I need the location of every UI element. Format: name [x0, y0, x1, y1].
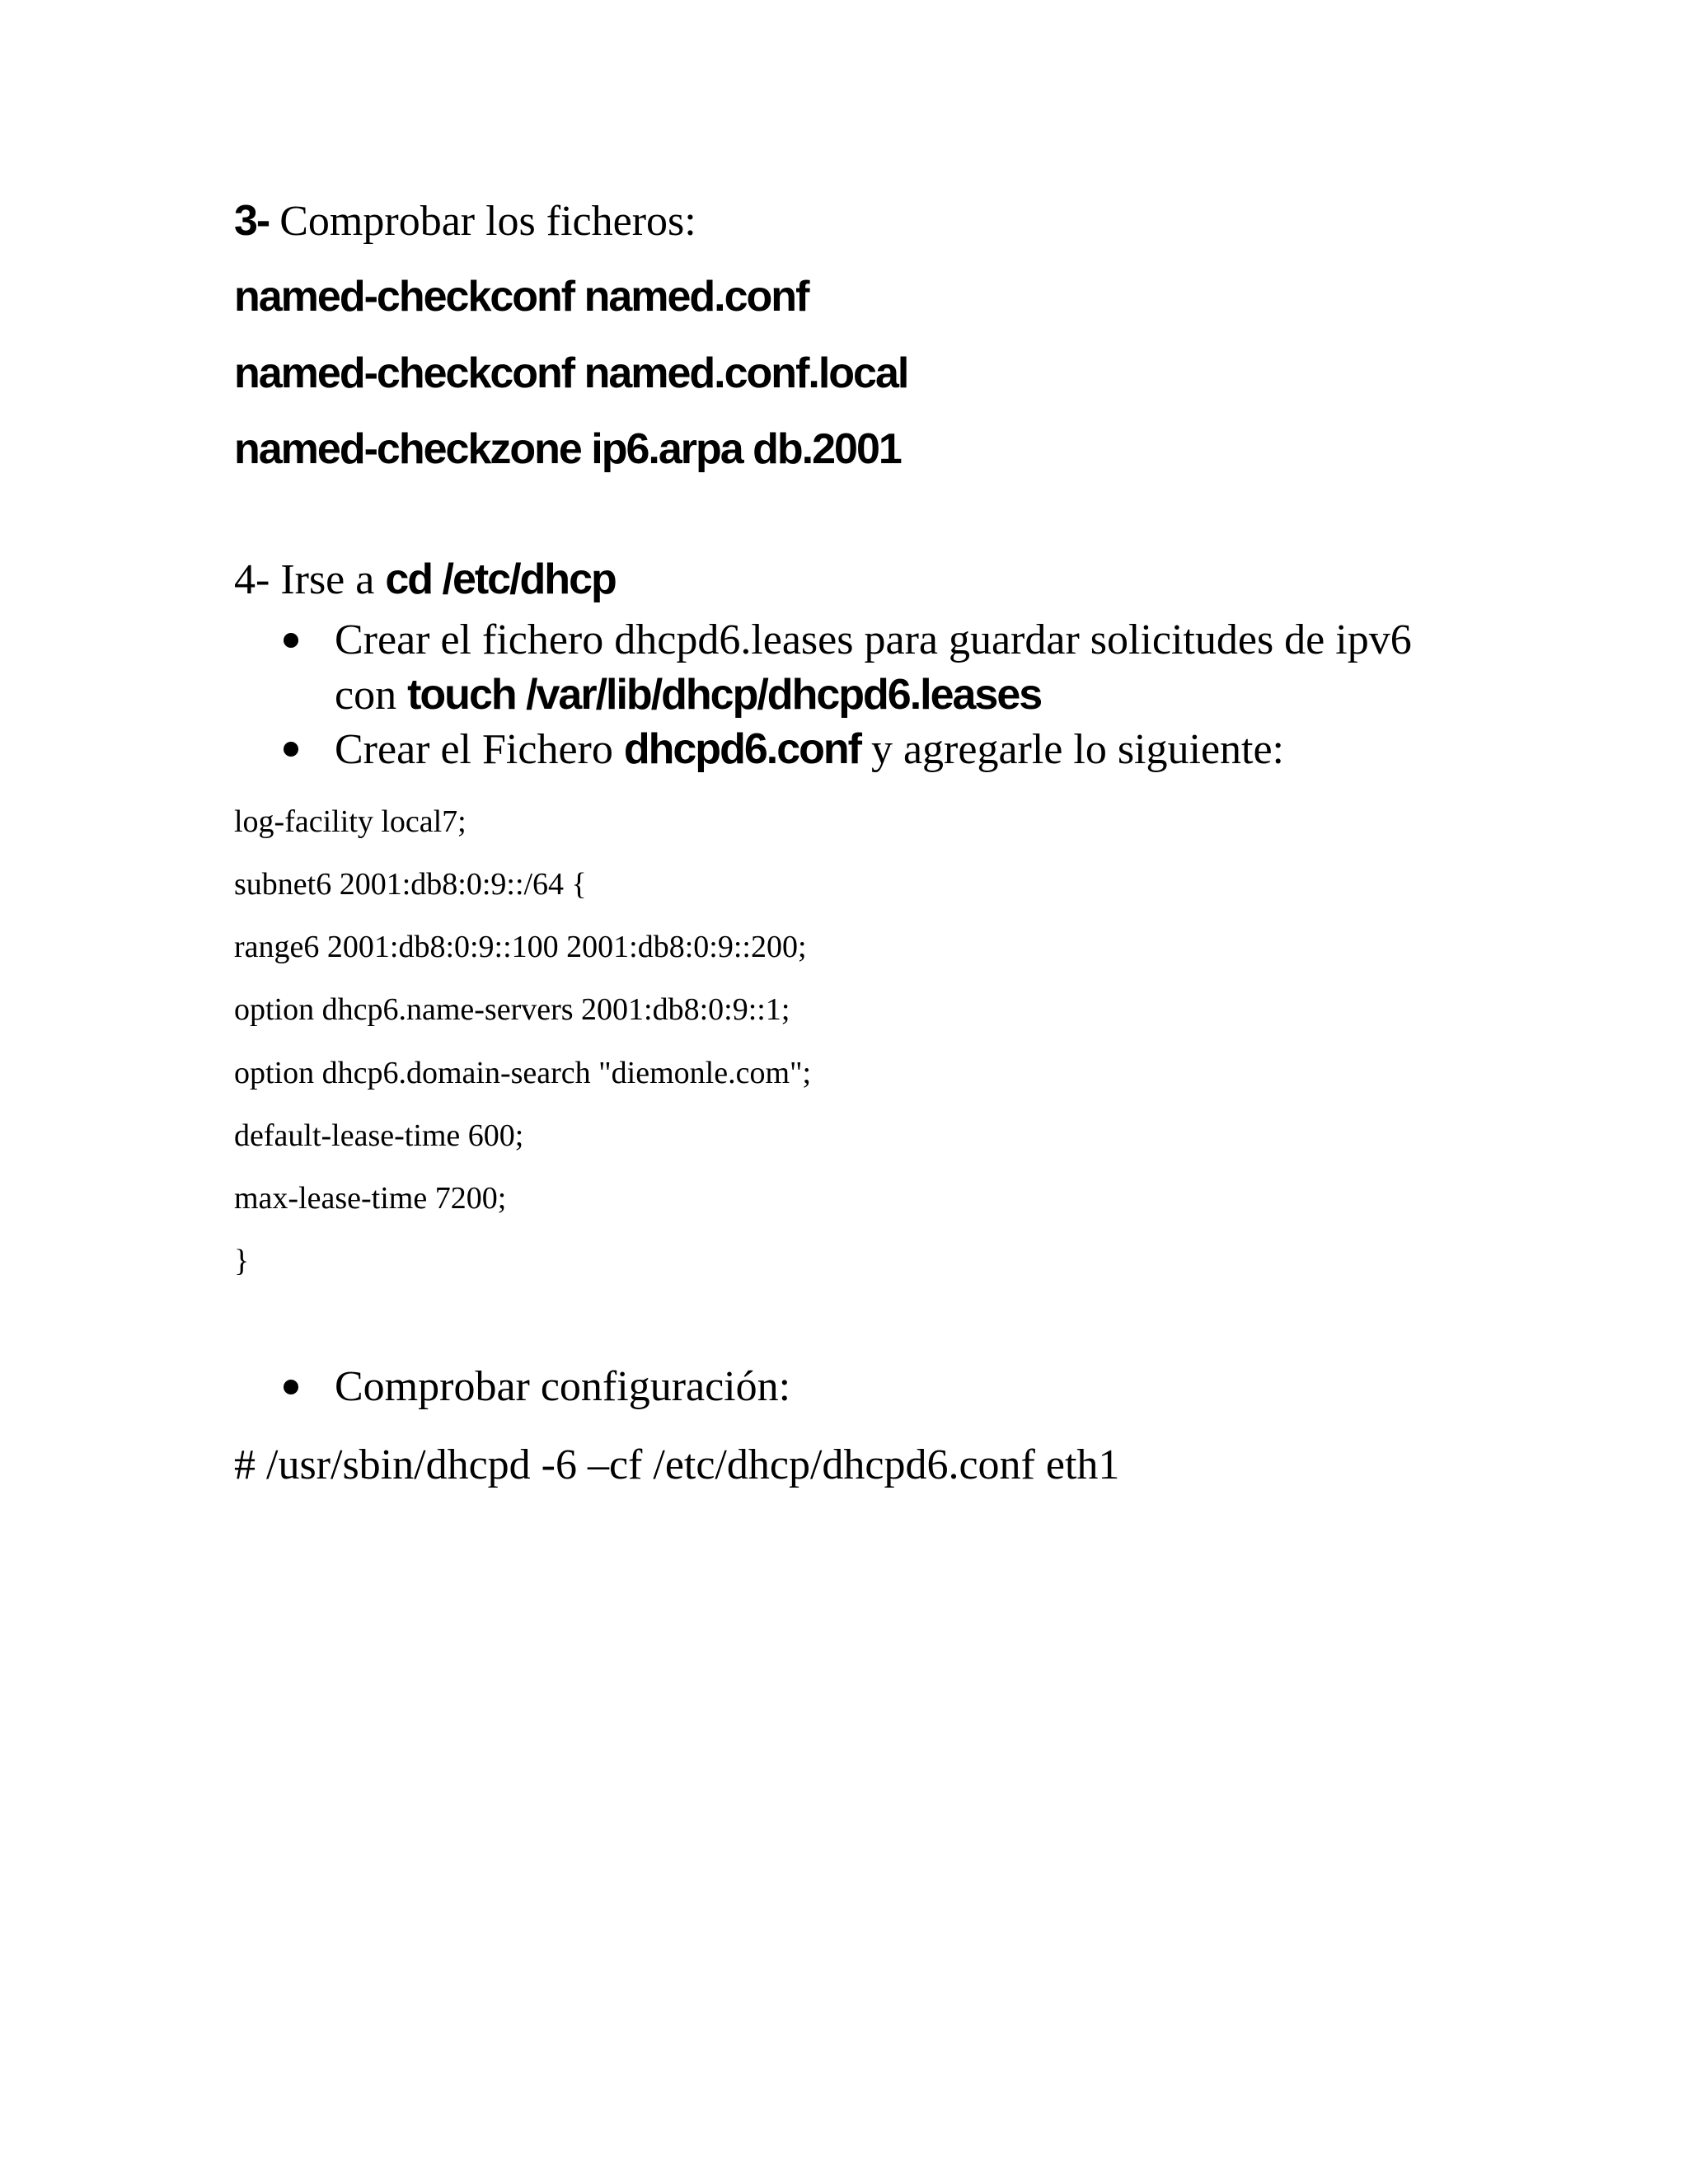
step3-heading [234, 199, 696, 243]
bullet-dot-icon [284, 633, 298, 648]
bullet-label: Crear el Fichero [335, 726, 624, 773]
step4-command: cd /etc/dhcp [385, 555, 616, 603]
config-line: max-lease-time 7200; [234, 1181, 507, 1216]
check-command: # /usr/sbin/dhcpd -6 –cf /etc/dhcp/dhcpd6.conf eth1 [234, 1441, 1120, 1488]
step3-number: 3- [234, 197, 270, 245]
bullet-label: Crear el fichero dhcpd6.leases para guardar solicitudes de ipv6 con [335, 616, 1412, 719]
bullet-command: dhcpd6.conf [623, 725, 860, 773]
bullet-item [284, 613, 1479, 723]
bullet-text [335, 613, 1479, 723]
config-line: subnet6 2001:db8:0:9::/64 { [234, 867, 587, 902]
config-line: } [234, 1244, 250, 1278]
bullet-text [335, 722, 1479, 777]
command-line: named-checkconf named.conf.local [234, 349, 908, 397]
bullet-command: touch /var/lib/dhcp/dhcpd6.leases [407, 671, 1042, 719]
command-line: named-checkconf named.conf [234, 273, 809, 321]
bullet-text: Comprobar configuración: [335, 1363, 791, 1410]
bullet-item [284, 1360, 1479, 1414]
command-line: named-checkzone ip6.arpa db.2001 [234, 425, 901, 473]
config-line: option dhcp6.name-servers 2001:db8:0:9::1; [234, 992, 790, 1027]
bullet-dot-icon [284, 1380, 298, 1394]
config-line: range6 2001:db8:0:9::100 2001:db8:0:9::200; [234, 930, 807, 964]
bullet-item [284, 722, 1479, 777]
bullet-dot-icon [284, 742, 298, 757]
step3-text: Comprobar los ficheros: [269, 198, 696, 245]
config-line: default-lease-time 600; [234, 1118, 524, 1153]
config-line: log-facility local7; [234, 804, 467, 839]
step4-text: 4- Irse a [234, 556, 386, 603]
step4-heading [234, 555, 616, 603]
bullet-after: y agregarle lo siguiente: [860, 726, 1285, 773]
config-line: option dhcp6.domain-search "diemonle.com"; [234, 1056, 812, 1090]
